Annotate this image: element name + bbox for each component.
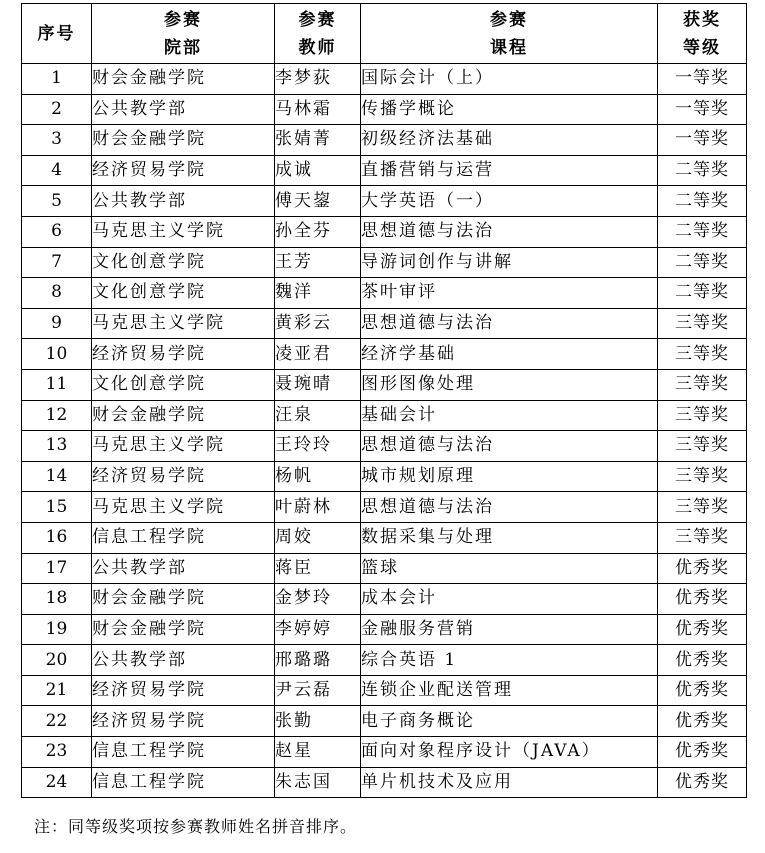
cell-no: 15: [22, 492, 92, 523]
cell-teacher: 李婷婷: [275, 614, 361, 645]
cell-course: 数据采集与处理: [361, 522, 658, 553]
cell-dept: 公共教学部: [92, 645, 275, 676]
cell-teacher: 赵星: [275, 737, 361, 768]
cell-course: 经济学基础: [361, 339, 658, 370]
cell-teacher: 杨帆: [275, 461, 361, 492]
cell-teacher: 马林霜: [275, 94, 361, 125]
cell-no: 6: [22, 216, 92, 247]
header-no: 序号: [22, 4, 92, 64]
cell-no: 2: [22, 94, 92, 125]
table-row: [22, 339, 747, 370]
table-row: [22, 216, 747, 247]
cell-dept: 马克思主义学院: [92, 216, 275, 247]
cell-dept: 公共教学部: [92, 186, 275, 217]
header-award-line2: 等级: [683, 37, 721, 58]
cell-course: 连锁企业配送管理: [361, 675, 658, 706]
cell-award: 优秀奖: [658, 553, 747, 584]
cell-course: 电子商务概论: [361, 706, 658, 737]
table-row: [22, 155, 747, 186]
table-row: [22, 522, 747, 553]
cell-award: 优秀奖: [658, 737, 747, 768]
cell-award: 三等奖: [658, 431, 747, 462]
cell-teacher: 金梦玲: [275, 584, 361, 615]
cell-no: 5: [22, 186, 92, 217]
header-teacher-line1: 参赛: [298, 9, 337, 30]
cell-teacher: 蒋臣: [275, 553, 361, 584]
footnote: 注：同等级奖项按参赛教师姓名拼音排序。: [34, 817, 358, 836]
cell-no: 10: [22, 339, 92, 370]
cell-teacher: 邢璐璐: [275, 645, 361, 676]
cell-course: 思想道德与法治: [361, 431, 658, 462]
cell-dept: 公共教学部: [92, 94, 275, 125]
cell-no: 13: [22, 431, 92, 462]
table-row: [22, 584, 747, 615]
cell-course: 思想道德与法治: [361, 216, 658, 247]
cell-award: 一等奖: [658, 125, 747, 156]
cell-course: 传播学概论: [361, 94, 658, 125]
cell-teacher: 傅天鋆: [275, 186, 361, 217]
table-row: [22, 94, 747, 125]
cell-award: 三等奖: [658, 461, 747, 492]
cell-teacher: 凌亚君: [275, 339, 361, 370]
cell-dept: 经济贸易学院: [92, 339, 275, 370]
cell-course: 图形图像处理: [361, 369, 658, 400]
cell-award: 三等奖: [658, 522, 747, 553]
table-row: [22, 553, 747, 584]
header-dept-line1: 参赛: [164, 9, 202, 30]
cell-course: 城市规划原理: [361, 461, 658, 492]
cell-course: 大学英语（一）: [361, 186, 658, 217]
header-course-line2: 课程: [490, 37, 528, 58]
table-row: [22, 614, 747, 645]
cell-award: 三等奖: [658, 308, 747, 339]
cell-teacher: 叶蔚林: [275, 492, 361, 523]
cell-award: 优秀奖: [658, 645, 747, 676]
table-row: [22, 186, 747, 217]
table-row: [22, 278, 747, 309]
table-row: [22, 431, 747, 462]
cell-dept: 财会金融学院: [92, 400, 275, 431]
cell-course: 篮球: [361, 553, 658, 584]
cell-award: 三等奖: [658, 492, 747, 523]
cell-dept: 信息工程学院: [92, 767, 275, 798]
table-row: [22, 675, 747, 706]
cell-dept: 财会金融学院: [92, 584, 275, 615]
table-row: [22, 767, 747, 798]
cell-no: 11: [22, 369, 92, 400]
cell-course: 国际会计（上）: [361, 64, 658, 95]
header-course-line1: 参赛: [490, 9, 528, 30]
cell-dept: 经济贸易学院: [92, 675, 275, 706]
table-row: [22, 369, 747, 400]
cell-dept: 马克思主义学院: [92, 431, 275, 462]
cell-no: 3: [22, 125, 92, 156]
table-row: [22, 645, 747, 676]
cell-teacher: 李梦荻: [275, 64, 361, 95]
cell-teacher: 张婧菁: [275, 125, 361, 156]
cell-no: 23: [22, 737, 92, 768]
cell-no: 7: [22, 247, 92, 278]
cell-dept: 马克思主义学院: [92, 492, 275, 523]
cell-no: 9: [22, 308, 92, 339]
cell-teacher: 尹云磊: [275, 675, 361, 706]
table-row: [22, 737, 747, 768]
cell-award: 优秀奖: [658, 675, 747, 706]
cell-teacher: 魏洋: [275, 278, 361, 309]
cell-dept: 马克思主义学院: [92, 308, 275, 339]
cell-award: 优秀奖: [658, 767, 747, 798]
cell-award: 二等奖: [658, 216, 747, 247]
cell-course: 思想道德与法治: [361, 492, 658, 523]
cell-no: 12: [22, 400, 92, 431]
cell-award: 二等奖: [658, 186, 747, 217]
cell-teacher: 聂琬晴: [275, 369, 361, 400]
header-award: [658, 4, 747, 64]
cell-teacher: 王芳: [275, 247, 361, 278]
cell-dept: 文化创意学院: [92, 278, 275, 309]
cell-award: 二等奖: [658, 278, 747, 309]
cell-course: 茶叶审评: [361, 278, 658, 309]
cell-dept: 财会金融学院: [92, 125, 275, 156]
cell-no: 22: [22, 706, 92, 737]
cell-award: 三等奖: [658, 339, 747, 370]
cell-no: 20: [22, 645, 92, 676]
cell-course: 单片机技术及应用: [361, 767, 658, 798]
table-row: [22, 125, 747, 156]
cell-award: 二等奖: [658, 155, 747, 186]
cell-award: 二等奖: [658, 247, 747, 278]
cell-no: 18: [22, 584, 92, 615]
header-teacher-line2: 教师: [298, 37, 337, 58]
cell-award: 三等奖: [658, 400, 747, 431]
cell-no: 16: [22, 522, 92, 553]
cell-award: 优秀奖: [658, 584, 747, 615]
cell-teacher: 张勤: [275, 706, 361, 737]
table-body: [22, 64, 747, 798]
table-row: [22, 492, 747, 523]
cell-course: 直播营销与运营: [361, 155, 658, 186]
cell-teacher: 黄彩云: [275, 308, 361, 339]
cell-dept: 经济贸易学院: [92, 155, 275, 186]
cell-no: 1: [22, 64, 92, 95]
table-row: [22, 400, 747, 431]
cell-no: 8: [22, 278, 92, 309]
table-row: [22, 461, 747, 492]
cell-course: 成本会计: [361, 584, 658, 615]
cell-teacher: 成诚: [275, 155, 361, 186]
header-dept: [92, 4, 275, 64]
table-row: [22, 308, 747, 339]
cell-no: 21: [22, 675, 92, 706]
cell-dept: 经济贸易学院: [92, 706, 275, 737]
cell-dept: 信息工程学院: [92, 522, 275, 553]
cell-no: 14: [22, 461, 92, 492]
cell-dept: 财会金融学院: [92, 64, 275, 95]
table-header-row: [22, 4, 747, 64]
table-row: [22, 64, 747, 95]
cell-course: 初级经济法基础: [361, 125, 658, 156]
header-award-line1: 获奖: [683, 9, 721, 30]
cell-course: 面向对象程序设计（JAVA）: [361, 737, 658, 768]
table-row: [22, 247, 747, 278]
awards-table: [21, 3, 747, 798]
cell-teacher: 朱志国: [275, 767, 361, 798]
header-course: [361, 4, 658, 64]
cell-award: 优秀奖: [658, 706, 747, 737]
cell-award: 优秀奖: [658, 614, 747, 645]
cell-teacher: 孙全芬: [275, 216, 361, 247]
table-row: [22, 706, 747, 737]
cell-no: 19: [22, 614, 92, 645]
cell-course: 综合英语 1: [361, 645, 658, 676]
cell-dept: 公共教学部: [92, 553, 275, 584]
cell-teacher: 王玲玲: [275, 431, 361, 462]
cell-dept: 文化创意学院: [92, 369, 275, 400]
cell-no: 24: [22, 767, 92, 798]
cell-dept: 财会金融学院: [92, 614, 275, 645]
cell-teacher: 周姣: [275, 522, 361, 553]
cell-teacher: 汪泉: [275, 400, 361, 431]
cell-award: 三等奖: [658, 369, 747, 400]
cell-course: 基础会计: [361, 400, 658, 431]
cell-no: 17: [22, 553, 92, 584]
cell-award: 一等奖: [658, 64, 747, 95]
cell-dept: 经济贸易学院: [92, 461, 275, 492]
cell-course: 思想道德与法治: [361, 308, 658, 339]
cell-course: 导游词创作与讲解: [361, 247, 658, 278]
cell-course: 金融服务营销: [361, 614, 658, 645]
cell-award: 一等奖: [658, 94, 747, 125]
header-teacher: [275, 4, 361, 64]
cell-dept: 文化创意学院: [92, 247, 275, 278]
header-dept-line2: 院部: [164, 37, 202, 58]
cell-dept: 信息工程学院: [92, 737, 275, 768]
cell-no: 4: [22, 155, 92, 186]
